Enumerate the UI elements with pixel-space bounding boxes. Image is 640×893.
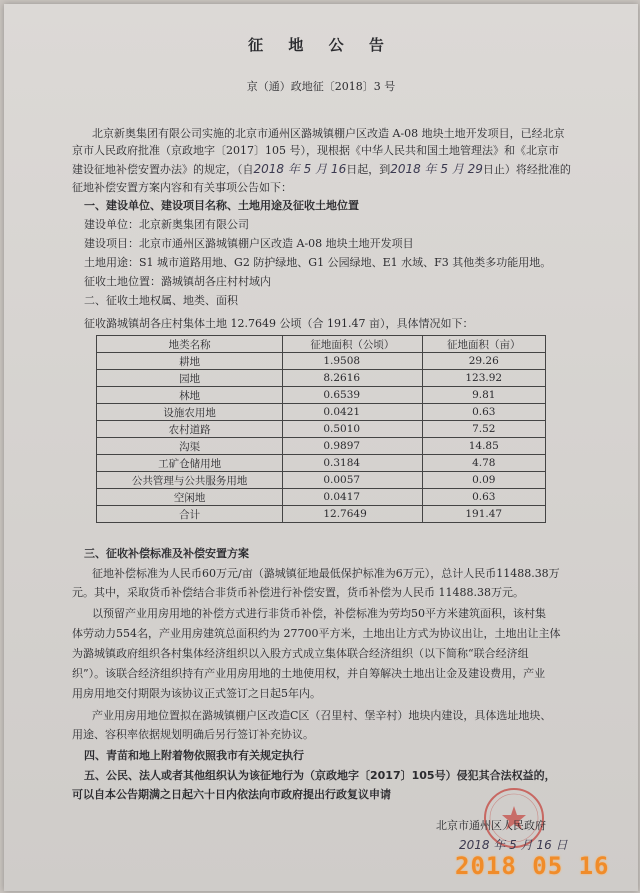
land-type: 合计 (97, 506, 283, 523)
section-3-line: 征地补偿标准为人民币60万元/亩（潞城镇征地最低保护标准为6万元），总计人民币11488.38万 (92, 567, 560, 580)
document-page (4, 4, 638, 891)
area-mu: 4.78 (422, 455, 545, 472)
handwritten-end-date: 2018 年 5 月 29 (390, 162, 483, 176)
table-row (97, 387, 546, 404)
area-mu: 29.26 (422, 353, 545, 370)
table-row (97, 421, 546, 438)
area-hectare: 0.0057 (283, 472, 422, 489)
land-type: 设施农用地 (97, 404, 283, 421)
section-3-line: 织”）。该联合经济组织持有产业用房用地的土地使用权，并自筹解决土地出让金及建设费用，产业 (72, 667, 546, 680)
area-mu: 14.85 (422, 438, 545, 455)
document-number: 京（通）政地征〔2018〕3 号 (246, 80, 396, 93)
section-3-line: 以预留产业用房用地的补偿方式进行非货币补偿，补偿标准为劳均50平方米建筑面积，该村集 (92, 607, 546, 620)
table-row (97, 370, 546, 387)
issuer: 北京市通州区人民政府 (436, 819, 546, 832)
header-area-hectare: 征地面积（公顷） (283, 336, 422, 353)
header-area-mu: 征地面积（亩） (422, 336, 545, 353)
area-mu: 0.63 (422, 404, 545, 421)
area-hectare: 0.6539 (283, 387, 422, 404)
area-mu: 0.09 (422, 472, 545, 489)
section-5-line-1: 五、公民、法人或者其他组织认为该征地行为（京政地字〔2017〕105号）侵犯其合法权益的， (84, 769, 556, 782)
land-type: 沟渠 (97, 438, 283, 455)
land-location: 征收土地位置：潞城镇胡各庄村村域内 (84, 275, 271, 288)
intro-line-3b: 日起，到 (346, 163, 391, 176)
area-mu: 191.47 (422, 506, 545, 523)
area-hectare: 0.0417 (283, 489, 422, 506)
area-hectare: 0.3184 (283, 455, 422, 472)
photo-date-stamp: 2018 05 16 (455, 852, 610, 880)
section-4-heading: 四、青苗和地上附着物依照我市有关规定执行 (84, 749, 304, 762)
table-header-row (97, 336, 546, 353)
section-3-line: 体劳动力554名，产业用房建筑总面积约为 27700平方米，土地出让方式为协议出让，土地出让主体 (72, 627, 561, 640)
land-type: 园地 (97, 370, 283, 387)
section-2-heading: 二、征收土地权属、地类、面积 (84, 294, 238, 307)
section-3-heading: 三、征收补偿标准及补偿安置方案 (84, 547, 249, 560)
table-row (97, 438, 546, 455)
land-usage: 土地用途：S1 城市道路用地、G2 防护绿地、G1 公园绿地、E1 水域、F3 其他类多功能用地。 (84, 256, 552, 269)
construction-unit: 建设单位：北京新奥集团有限公司 (84, 218, 249, 231)
section-3-line: 为潞城镇政府组织各村集体经济组织以入股方式成立集体联合经济组织（以下简称“联合经济组 (72, 647, 529, 660)
land-table (96, 335, 546, 523)
page-title: 征 地 公 告 (248, 36, 394, 54)
area-hectare: 0.0421 (283, 404, 422, 421)
area-hectare: 0.5010 (283, 421, 422, 438)
section-3-line: 用途、容积率依据规划明确后另行签订补充协议。 (72, 728, 314, 741)
intro-line-3 (72, 160, 571, 177)
section-1-heading: 一、建设单位、建设项目名称、土地用途及征收土地位置 (84, 199, 359, 212)
section-3-line: 元。其中，采取货币补偿结合非货币补偿进行补偿安置，货币补偿为人民币 11488.38万元。 (72, 586, 524, 599)
area-mu: 123.92 (422, 370, 545, 387)
land-type: 空闲地 (97, 489, 283, 506)
intro-line-3c: 日止）将经批准的 (482, 163, 571, 176)
land-type: 工矿仓储用地 (97, 455, 283, 472)
land-type: 林地 (97, 387, 283, 404)
area-hectare: 8.2616 (283, 370, 422, 387)
intro-line-2: 京市人民政府批准（京政地字〔2017〕105 号），现根据《中华人民共和国土地管理法》和《北京市 (72, 144, 559, 157)
area-mu: 7.52 (422, 421, 545, 438)
area-hectare: 1.9508 (283, 353, 422, 370)
section-5-line-2: 可以自本公告期满之日起六十日内依法向市政府提出行政复议申请 (72, 788, 391, 801)
land-type: 公共管理与公共服务用地 (97, 472, 283, 489)
table-row (97, 404, 546, 421)
table-row (97, 472, 546, 489)
table-row (97, 353, 546, 370)
table-row (97, 455, 546, 472)
area-mu: 9.81 (422, 387, 545, 404)
intro-line-4: 征地补偿安置方案内容和有关事项公告如下： (72, 181, 292, 194)
land-type: 农村道路 (97, 421, 283, 438)
table-row (97, 489, 546, 506)
section-3-line: 产业用房用地位置拟在潞城镇棚户区改造C区（召里村、堡辛村）地块内建设，具体选址地块、 (92, 709, 552, 722)
header-land-type: 地类名称 (97, 336, 283, 353)
intro-line-1: 北京新奥集团有限公司实施的北京市通州区潞城镇棚户区改造 A-08 地块土地开发项目，已经北京 (92, 127, 565, 140)
land-type: 耕地 (97, 353, 283, 370)
intro-line-3a: 建设征地补偿安置办法》的规定，（自 (72, 163, 254, 176)
handwritten-issue-date: 2018 年 5 月 16 日 (459, 838, 568, 852)
land-summary: 征收潞城镇胡各庄村集体土地 12.7649 公顷（合 191.47 亩），具体情况如下： (84, 317, 474, 330)
handwritten-start-date: 2018 年 5 月 16 (253, 162, 347, 176)
area-hectare: 12.7649 (283, 506, 422, 523)
area-hectare: 0.9897 (283, 438, 422, 455)
section-3-line: 用房用地交付期限为该协议正式签订之日起5年内。 (72, 687, 321, 700)
area-mu: 0.63 (422, 489, 545, 506)
construction-project: 建设项目：北京市通州区潞城镇棚户区改造 A-08 地块土地开发项目 (84, 237, 414, 250)
table-total-row (97, 506, 546, 523)
